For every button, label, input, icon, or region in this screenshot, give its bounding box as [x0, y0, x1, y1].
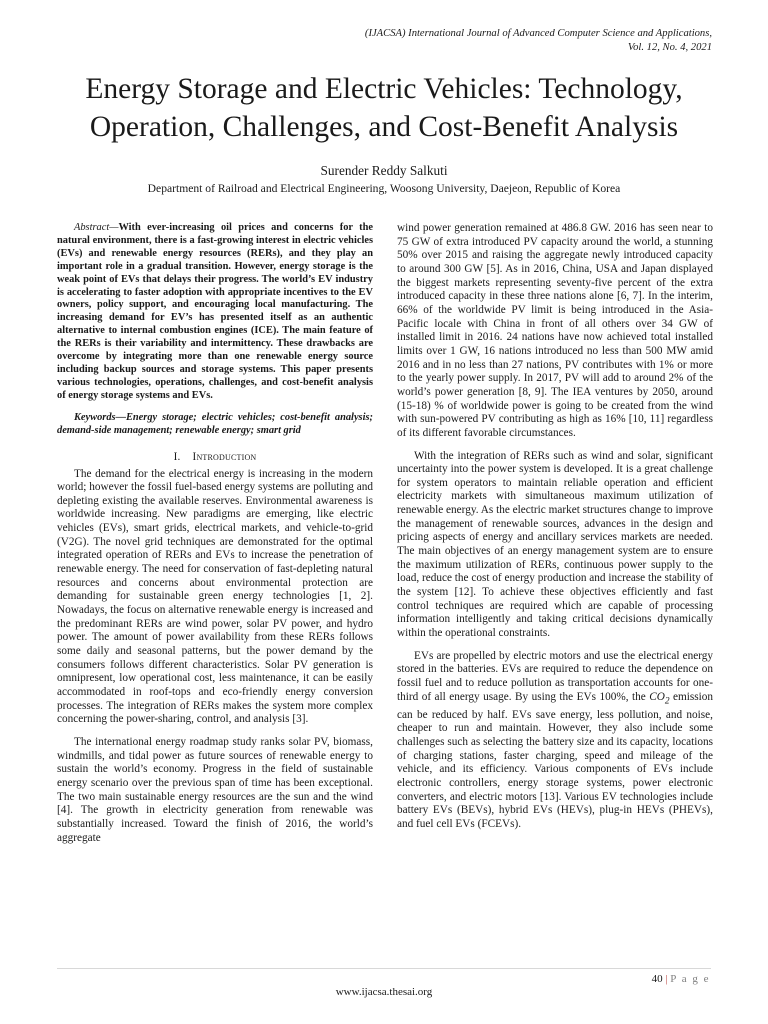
abstract — [57, 222, 373, 403]
section-title: Introduction — [192, 450, 257, 463]
keywords-text: Energy storage; electric vehicles; cost-benefit analysis; demand-side management; renewable energy; smart grid — [57, 411, 373, 436]
title-line-2: Operation, Challenges, and Cost-Benefit Analysis — [89, 111, 679, 143]
right-column — [397, 222, 713, 831]
journal-website: www.ijacsa.thesai.org — [335, 986, 433, 998]
footer-divider — [57, 968, 711, 969]
paragraph-text: emission can be reduced by half. EVs save energy, less pollution, and noise, cheaper to run and maintain. However, they also include some challenges such as selecting the battery size and its capacity, locations of charging stations, faster charging, speed and mileage of the vehicle, and its efficiency. Various components of EVs include electronic controllers, energy storage systems, power electronic converters, and electric motors [13]. Various EV technologies include battery EVs (BEVs), hybrid EVs (HEVs), plug-in HEVs (PHEVs), and fuel cell EVs (FCEVs). — [397, 690, 713, 830]
paragraph-text: EVs are propelled by electric motors and use the electrical energy stored in the batteries. EVs are required to reduce the dependence on fossil fuel and to reduce pollution as transportation accounts for one-third of all energy usage. By using the EVs 100%, the — [397, 649, 713, 703]
abstract-text: With ever-increasing oil prices and concerns for the natural environment, there is a fast-growing interest in electric vehicles (EVs) and renewable energy resources (RERs), and they play an important role in a gradual transition. However, energy storage is the weak point of EVs that delays their progress. The world’s EV industry is accelerating to faster adoption with appropriate incentives to the EV owners, policy support, and encouraging local manufacturing. The increasing demand for EV’s has presented itself as an authentic alternative to internal combustion engines (ICE). The main feature of the RERs is their variability and intermittency. These drawbacks are overcome by integrating more than one renewable energy source including backup sources and storage systems. This paper presents various technologies, operations, challenges, and cost-benefit analysis of energy storage systems and EVs. — [57, 222, 373, 401]
author-name: Surender Reddy Salkuti — [320, 163, 448, 178]
page-separator: | — [662, 973, 671, 985]
section-heading-introduction — [57, 450, 373, 464]
co2-base: CO — [649, 690, 665, 703]
abstract-label: Abstract— — [74, 222, 119, 233]
body-paragraph: With the integration of RERs such as wind and solar, significant uncertainty into the power system is developed. It is a great challenge for system operators to maintain reliable operation and efficient electricity markets with simultaneous maximum utilization of renewable energy. As the electric market structures change to improve the management of renewable sources, advances in the design and pricing aspects of energy and ancillary services markets are needed. The main objectives of an energy management system are to ensure the maximum utilization of RERs, continuous power supply to the load, reduce the cost of energy production and increase the stability of the system [12]. To achieve these objectives efficiently and fast control techniques are required which are capable of processing information intelligently and taking critical decisions dynamically within the operational constraints. — [397, 449, 713, 640]
journal-header — [292, 27, 712, 55]
page-number — [652, 972, 710, 986]
keywords-label: Keywords— — [74, 411, 126, 423]
journal-name: (IJACSA) International Journal of Advanced Computer Science and Applications, — [364, 28, 712, 39]
keywords — [57, 412, 373, 438]
title-line-1: Energy Storage and Electric Vehicles: Technology, — [85, 73, 683, 105]
left-column — [57, 222, 373, 845]
co2-subscript: 2 — [664, 695, 670, 706]
section-number: I. — [173, 450, 181, 463]
body-paragraph: wind power generation remained at 486.8 GW. 2016 has seen near to 75 GW of extra introduced PV capacity around the world, a stunning 50% over 2015 and raising the aggregate newly introduced capacity to around 300 GW [5]. As in 2016, China, USA and Japan displayed the biggest markets representing seventy-five percent of the extra introduced capacity in these three nations alone [6, 7]. In the interim, 66% of the worldwide PV limit is being introduced in the Asia-Pacific locale with China in front of all others over 34 GW of installed limit in 2016. 24 nations have now achieved total installed limits over 1 GW, 16 nations introduced no less than 500 MW amid 2016 and in no less than 27 nations, PV contributes with 1% or more to the yearly power supply. In 2017, PV will add to around 2% of the world’s power generation [8, 9]. The IEA ventures by 2050, around (15-18) % of worldwide power is going to be created from the wind with sun-powered PV contributing as high as 16% [10, 11] regardless of its different favorable circumstances. — [397, 222, 713, 439]
body-paragraph: The international energy roadmap study ranks solar PV, biomass, windmills, and tidal power as future sources of renewable energy to sustain the world’s economy. Progress in the field of sustainable energy scenario over the previous span of time has been exceptional. The two main sustainable energy resources are the sun and the wind [4]. The growth in electricity generation from renewable was substantially increased. Toward the finish of 2016, the world’s aggregate — [57, 735, 373, 844]
author-affiliation: Department of Railroad and Electrical Engineering, Woosong University, Daejeon, Republic of Korea — [147, 182, 621, 195]
page-label: P a g e — [670, 973, 710, 985]
journal-volume: Vol. 12, No. 4, 2021 — [627, 42, 712, 53]
page-number-value: 40 — [651, 973, 663, 985]
body-paragraph-co2 — [397, 650, 713, 832]
co2-formula — [649, 690, 670, 706]
paper-title — [40, 70, 728, 146]
body-paragraph: The demand for the electrical energy is increasing in the modern world; however the fossil fuel-based energy systems are polluting and depleting existing the available reserves. Environmental awareness is worldwide increasing. New paradigms are emerging, like electric vehicles (EVs), smart grids, electrical markets, and vehicle-to-grid (V2G). The novel grid techniques are demonstrated for the optimal integrated operation of RERs and EVs to increase the penetration of renewable energy. The need for conservation of fast-depleting natural resources and concerns about environmental protection are demanding for sustainable green energy technologies [1, 2]. Nowadays, the focus on alternative renewable energy is increased and the predominant RERs are wind power, solar PV power, and hydro power. The amount of power availability from these RERs follows some daily and seasonal patterns, but the power demand by the consumers follows different characteristics. Solar PV generation is omnipresent, low operational cost, less maintenance, it can be easily accommodated in roof-tops and eco-friendly energy conversion processes. The integration of RERs makes the system more complex concerning the power-sharing, control, and analysis [3]. — [57, 467, 373, 726]
